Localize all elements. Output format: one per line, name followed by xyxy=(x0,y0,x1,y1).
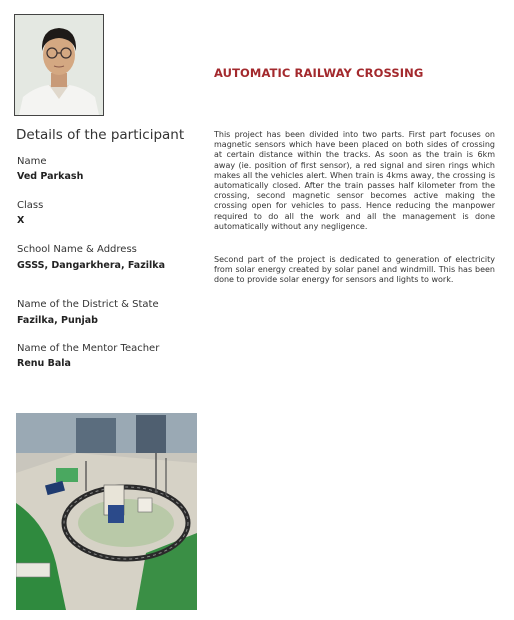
mentor-value: Renu Bala xyxy=(17,358,71,369)
school-value: GSSS, Dangarkhera, Fazilka xyxy=(17,260,165,271)
name-value: Ved Parkash xyxy=(17,171,84,182)
details-heading: Details of the participant xyxy=(16,127,185,143)
district-value: Fazilka, Punjab xyxy=(17,315,98,326)
project-paragraph-1: This project has been divided into two parts. First part focuses on magnetic sensors which have been placed on both sides of crossing at certain distance within the tracks. As soon as the train is 6km away (ie. position of first sensor), a red signal and siren rings which makes all the vehicles alert. When train is 4kms away, the crossing is automatically closed. After the train passes half kilometer from the crossing, second magnetic sensor becomes active making the crossing open for vehicles to pass. Hence reducing the manpower required to do all the work and all the management is done automatically without any negligence. xyxy=(214,130,495,231)
class-value: X xyxy=(17,215,25,226)
mentor-label: Name of the Mentor Teacher xyxy=(17,343,160,354)
project-title: AUTOMATIC RAILWAY CROSSING xyxy=(214,66,424,80)
name-label: Name xyxy=(17,156,47,167)
project-model-photo xyxy=(16,413,197,610)
participant-photo xyxy=(14,14,104,116)
project-paragraph-2: Second part of the project is dedicated to generation of electricity from solar energy created by solar panel and windmill. This has been done to provide solar energy for sensors and lights to work. xyxy=(214,255,495,285)
district-label: Name of the District & State xyxy=(17,299,159,310)
school-label: School Name & Address xyxy=(17,244,137,255)
class-label: Class xyxy=(17,200,44,211)
